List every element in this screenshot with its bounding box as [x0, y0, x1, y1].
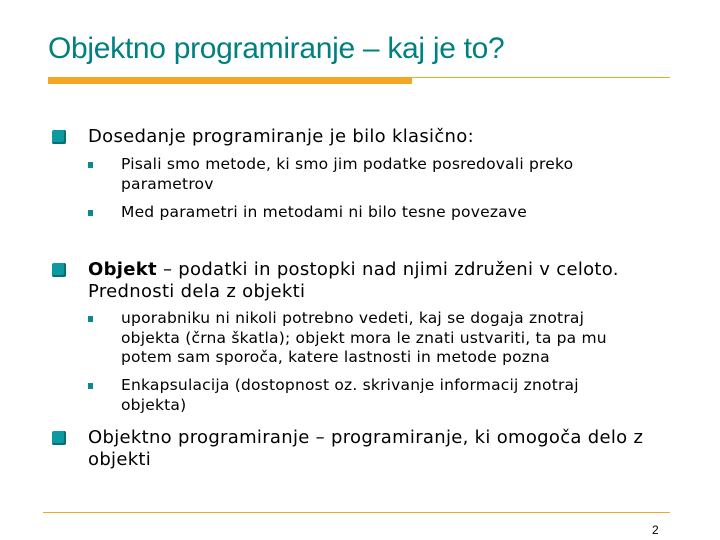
bullet-text	[88, 126, 708, 148]
sub-bullet-2-2-line2: objekta)	[121, 395, 187, 414]
title-accent-bar	[48, 77, 412, 84]
bullet-3-line2: objekti	[88, 449, 152, 470]
bullet-2-line2: Prednosti dela z objekti	[88, 281, 306, 302]
sub-bullet-2-1-line3: potem sam sporoča, katere lastnosti in metode pozna	[121, 348, 550, 366]
bullet-square-icon	[52, 130, 66, 144]
page-number: 2	[652, 523, 659, 537]
bullet-text	[88, 259, 708, 303]
sub-bullet-text	[121, 155, 691, 194]
bullet-1-text: Dosedanje programiranje je bilo klasično:	[88, 126, 474, 147]
sub-bullet-2-1-line2: objekta (črna škatla); objekt mora le znati ustvariti, ta pa mu	[121, 328, 607, 347]
bullet-3-line1: Objektno programiranje – programiranje, ki omogoča delo z	[88, 427, 644, 448]
sub-bullet-icon	[88, 162, 93, 168]
sub-bullet-icon	[88, 316, 93, 322]
sub-bullet-icon	[88, 383, 93, 389]
bullet-2-rest: – podatki in postopki nad njimi združeni v celoto.	[156, 259, 619, 280]
footer-divider	[43, 512, 670, 513]
title-underline	[412, 77, 670, 78]
bullet-text	[88, 427, 708, 471]
sub-bullet-1-2-line1: Med parametri in metodami ni bilo tesne povezave	[121, 203, 527, 221]
sub-bullet-1-1-line1: Pisali smo metode, ki smo jim podatke posredovali preko	[121, 155, 574, 173]
sub-bullet-text	[121, 309, 691, 368]
bullet-square-icon	[52, 263, 66, 277]
sub-bullet-icon	[88, 210, 93, 216]
sub-bullet-2-2-line1: Enkapsulacija (dostopnost oz. skrivanje informacij znotraj	[121, 376, 579, 394]
sub-bullet-2-1-line1: uporabniku ni nikoli potrebno vedeti, kaj se dogaja znotraj	[121, 309, 585, 327]
sub-bullet-text	[121, 203, 691, 223]
bullet-square-icon	[52, 431, 66, 445]
slide-title: Objektno programiranje – kaj je to?	[48, 32, 505, 65]
sub-bullet-1-1-line2: parametrov	[121, 174, 214, 193]
bullet-2-bold: Objekt	[88, 259, 157, 280]
sub-bullet-text	[121, 376, 691, 415]
